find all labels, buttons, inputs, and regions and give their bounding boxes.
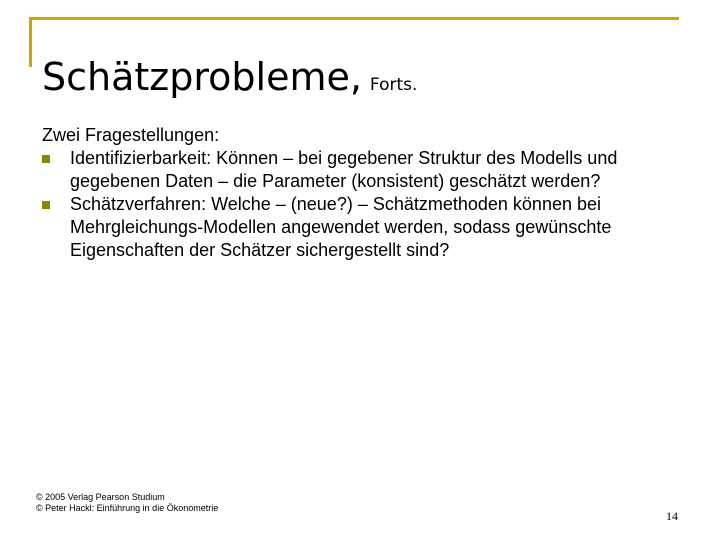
intro-text: Zwei Fragestellungen:: [42, 125, 220, 145]
bullet-item-schaetzverfahren: [42, 193, 662, 262]
slide-body: [42, 124, 662, 262]
copyright-line-author: © Peter Hackl: Einführung in die Ökonometrie: [36, 503, 219, 513]
square-bullet-icon: [42, 201, 50, 209]
title-frame-top-line: [29, 17, 679, 20]
bullet-item-identifizierbarkeit: [42, 147, 662, 193]
copyright-footer: [36, 492, 218, 514]
bullet-text: Schätzverfahren: Welche – (neue?) – Schätzmethoden können bei Mehrgleichungs-Modellen angewendet werden, sodass gewünschte Eigenschaften der Schätzer sichergestellt sind?: [70, 194, 612, 260]
bullet-text: Identifizierbarkeit: Können – bei gegebener Struktur des Modells und gegebenen Daten – die Parameter (konsistent) geschätzt werden?: [70, 148, 618, 191]
slide-title: [42, 55, 418, 99]
page-number: 14: [666, 509, 678, 523]
title-frame-left-line: [29, 17, 32, 67]
bullet-list: [42, 147, 662, 262]
title-main-text: Schätzprobleme,: [42, 55, 362, 99]
title-suffix-text: Forts.: [369, 75, 418, 95]
square-bullet-icon: [42, 155, 50, 163]
copyright-line-publisher: © 2005 Verlag Pearson Studium: [36, 492, 165, 502]
